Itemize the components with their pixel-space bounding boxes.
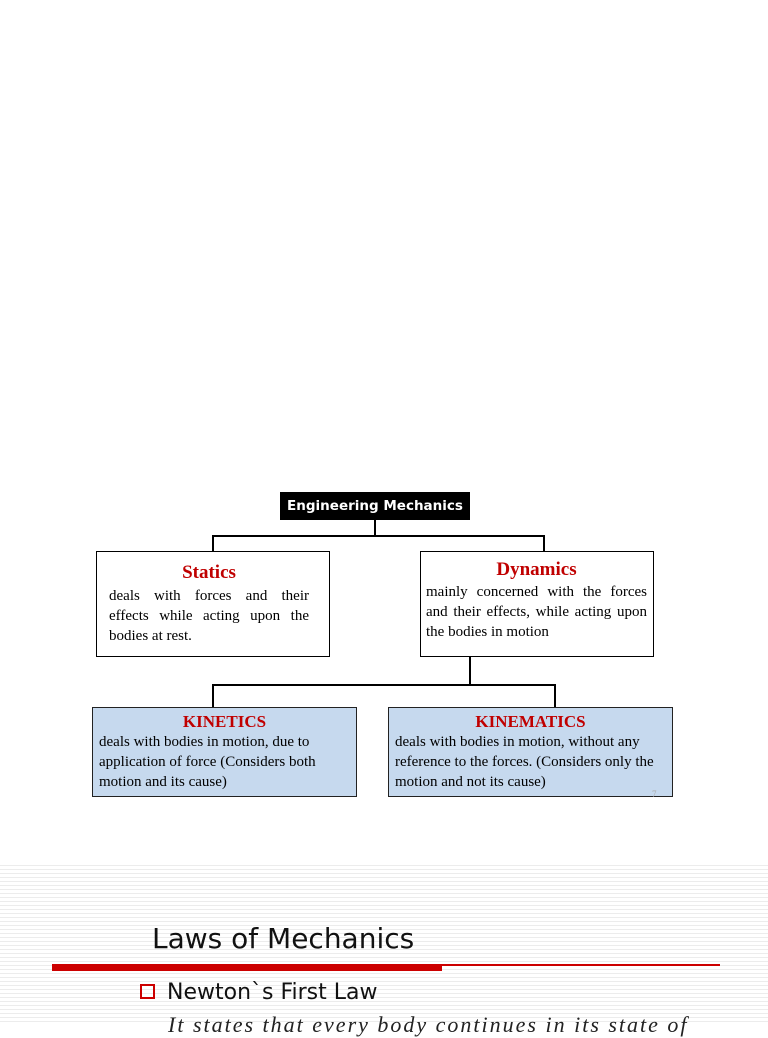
connector-to-kinematics (554, 684, 556, 707)
root-node-engineering-mechanics (280, 492, 470, 520)
root-node-label: Engineering Mechanics (287, 498, 463, 514)
kinematics-text: deals with bodies in motion, without any reference to the forces. (Considers only the motion and not its cause) (395, 734, 654, 790)
statics-title: Statics (182, 562, 236, 583)
kinematics-title: KINEMATICS (475, 712, 586, 731)
kinetics-text: deals with bodies in motion, due to application of force (Considers both motion and its cause) (99, 734, 316, 790)
title-underline-thin (442, 964, 720, 966)
node-kinematics (388, 707, 673, 797)
corner-page-mark: 7 (652, 789, 657, 799)
connector-level1-bar (212, 535, 545, 537)
square-bullet-icon (140, 984, 155, 999)
connector-to-kinetics (212, 684, 214, 707)
title-underline-thick (52, 964, 442, 971)
connector-dynamics-down (469, 657, 471, 686)
kinetics-title: KINETICS (182, 712, 267, 731)
bullet-newtons-first-law: Newton`s First Law (167, 980, 378, 1005)
connector-to-statics (212, 535, 214, 552)
bullet-subtext-cut: It states that every body continues in its state of (168, 1012, 689, 1037)
connector-root-down (374, 520, 376, 536)
connector-level2-bar (212, 684, 556, 686)
statics-text: deals with forces and their effects while acting upon the bodies at rest. (109, 588, 309, 644)
node-dynamics (420, 551, 654, 657)
node-statics (96, 551, 330, 657)
dynamics-title: Dynamics (496, 559, 577, 580)
slide-title: Laws of Mechanics (152, 922, 415, 955)
connector-to-dynamics (543, 535, 545, 552)
dynamics-text: mainly concerned with the forces and their effects, while acting upon the bodies in motion (426, 584, 647, 640)
node-kinetics (92, 707, 357, 797)
